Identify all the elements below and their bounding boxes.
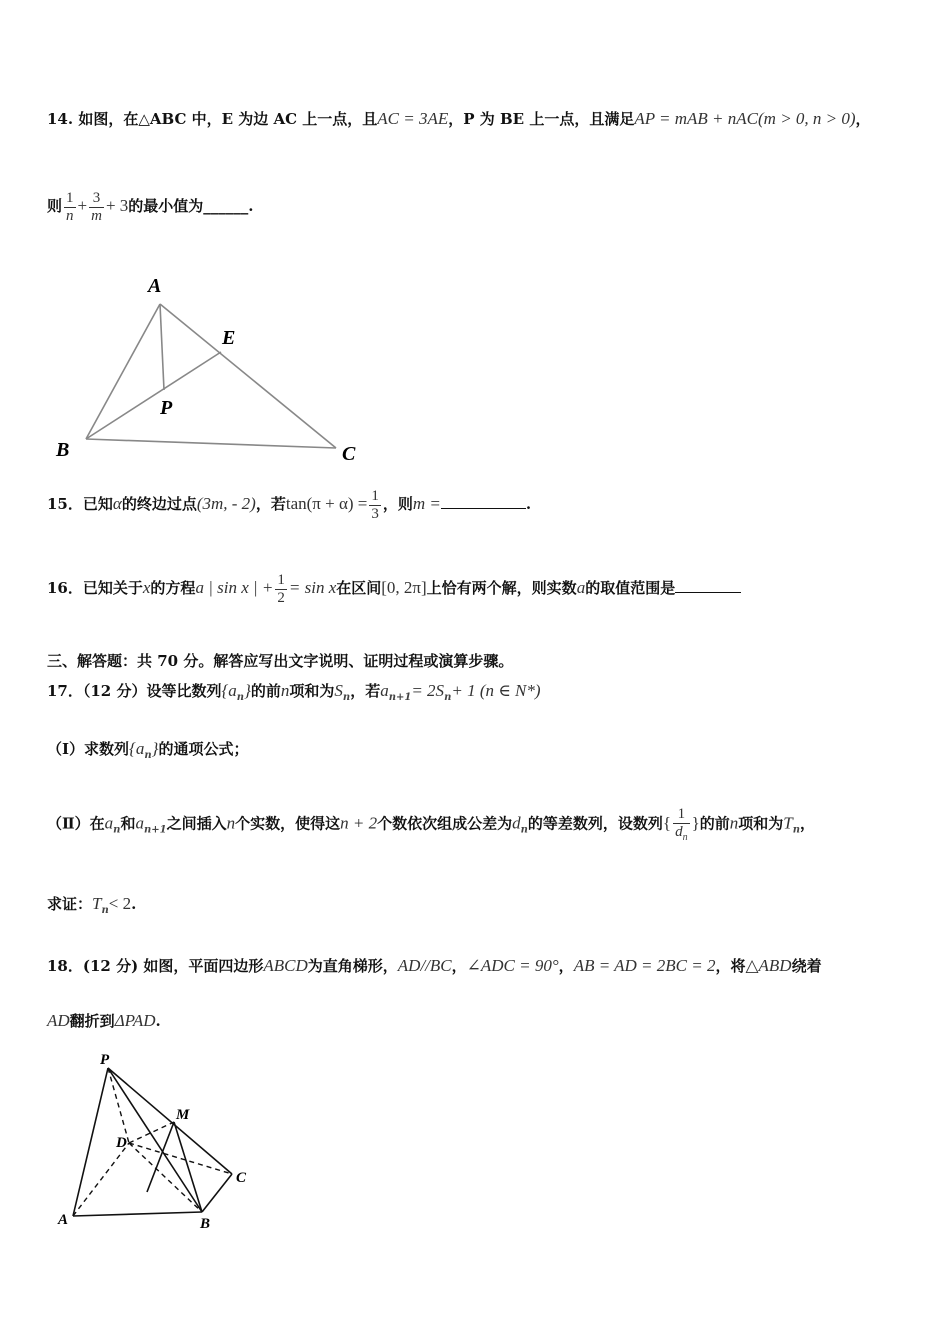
label-E: E [222, 327, 236, 349]
label-C: C [236, 1170, 247, 1186]
section-3-heading: 三、解答题：共 70 分。解答应写出文字说明、证明过程或演算步骤。 [47, 652, 514, 670]
q17-prove: 求证：$T_n< 2$. [47, 894, 137, 916]
edge-pd [108, 1068, 129, 1143]
label-A: A [148, 275, 162, 297]
q16-answer-blank[interactable] [675, 592, 741, 593]
q14-then: 则 [47, 197, 63, 215]
q14-cond1: AC = 3AE [377, 109, 449, 128]
q16-frac: $\frac{1}{2}$ [277, 572, 285, 606]
q15-frac: $\frac{1}{3}$ [371, 488, 379, 522]
q14-tail: ， [855, 110, 871, 128]
q14-frac1: $\frac{1}{n}$ [66, 190, 74, 224]
q18-line2: AD翻折到ΔPAD. [47, 1011, 161, 1030]
label-B: B [56, 439, 70, 461]
q17-part2: （Ⅱ）在$a_n$和$a_{n+1}$之间插入n个实数，使得这n + 2个数依次组成公差为$d_n$的等差数列，设数列{ $\frac{1}{d_n}$ }的前n项和为$T_n$， [47, 806, 816, 843]
label-D: D [116, 1135, 127, 1151]
q16-line: 16．已知关于x的方程a | sin x | + $\frac{1}{2}$ = sin x在区间[0, 2π]上恰有两个解，则实数a的取值范围是 [47, 572, 741, 606]
q14-ask: 的最小值为______. [128, 197, 254, 215]
q17-line1: 17．（12 分）设等比数列$\{a_n\}$的前n项和为$S_n$，若$a_{n+1}= 2S_n+ 1$ (n ∈ N*) [47, 681, 541, 703]
pyramid-figure [52, 1048, 262, 1238]
edge-ac [160, 304, 336, 448]
q15-line: 15．已知α的终边过点(3m, - 2)，若tan(π + α) = $\frac{1}{3}$ ，则m = . [47, 488, 532, 522]
q14-prefix: 14. 如图，在△ABC 中，E 为边 AC 上一点，且 [47, 110, 378, 128]
q17-part1: （Ⅰ）求数列$\{a_n\}$的通项公式； [47, 739, 249, 761]
label-P: P [160, 397, 173, 419]
q14-line1 [47, 108, 871, 129]
q14-line2: 则 $\frac{1}{n}$ + $\frac{3}{m}$ + 3的最小值为______. [47, 190, 254, 224]
edge-bc [202, 1174, 232, 1212]
label-A: A [58, 1212, 69, 1228]
label-P: P [100, 1052, 110, 1068]
edge-ap [160, 304, 164, 390]
q14-frac2: $\frac{3}{m}$ [91, 190, 102, 224]
edge-be [86, 352, 221, 439]
q18-line1: 18．(12 分) 如图，平面四边形ABCD为直角梯形，AD//BC，∠ADC = 90°，AB = AD = 2BC = 2，将△ABD绕着 [47, 956, 822, 975]
edge-bc [86, 439, 336, 448]
edge-ab [86, 304, 160, 439]
q14-mid: ，P 为 BE 上一点，且满足 [448, 110, 635, 128]
label-C: C [342, 443, 356, 465]
label-B: B [200, 1216, 211, 1232]
q14-cond2: AP = mAB + nAC(m > 0, n > 0) [634, 109, 856, 128]
triangle-figure [48, 268, 378, 468]
edge-pc [108, 1068, 232, 1174]
q15-answer-blank[interactable] [441, 508, 526, 509]
q17-frac: $\frac{1}{d_n}$ [675, 806, 688, 843]
edge-ab [73, 1212, 202, 1216]
label-M: M [176, 1107, 190, 1123]
